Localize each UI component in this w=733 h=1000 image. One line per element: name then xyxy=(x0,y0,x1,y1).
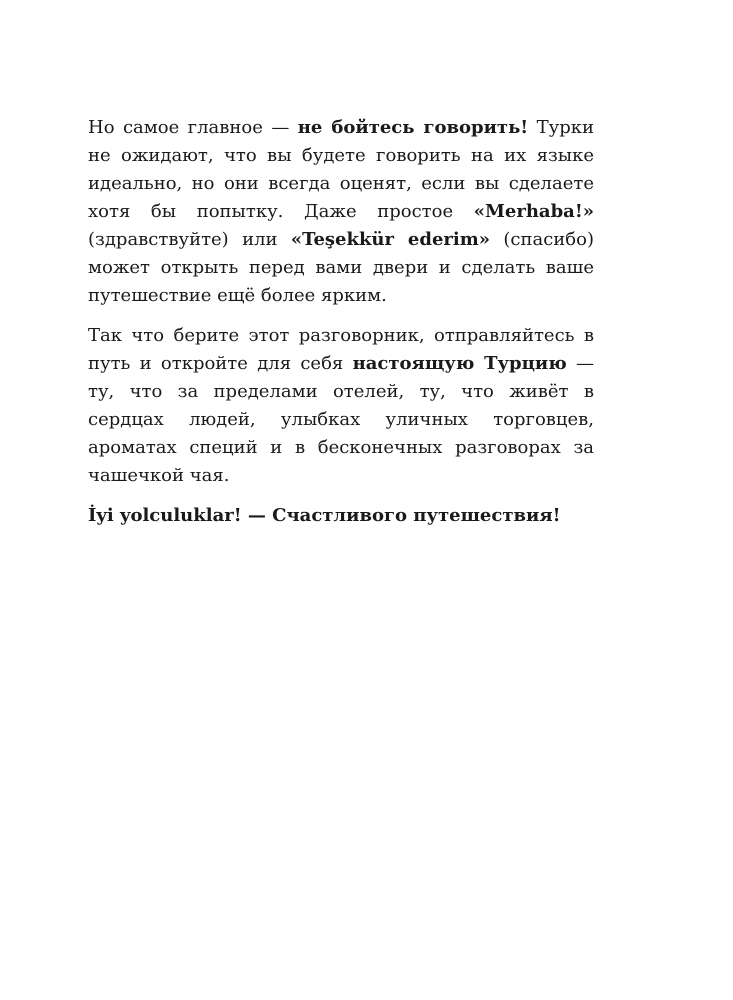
emphasis-real-turkey: настоящую Турцию xyxy=(352,353,567,374)
phrase-tesekkur-ederim: «Teşekkür ederim» xyxy=(290,229,491,250)
emphasis-dont-be-afraid: не бойтесь говорить! xyxy=(297,117,529,138)
paragraph-advice-text-3: (здравствуйте) или xyxy=(88,229,291,250)
body-text xyxy=(88,114,594,530)
paragraph-invitation xyxy=(88,322,594,490)
paragraph-advice-text-1: Но самое главное — xyxy=(88,117,298,138)
paragraph-invitation-text-1: Так что берите этот разговорник, отправляйтесь в путь и откройте для себя xyxy=(88,325,594,374)
paragraph-advice xyxy=(88,114,594,310)
paragraph-invitation-text-2: — ту, что за пределами отелей, ту, что живёт в сердцах людей, улыбках уличных торговцев, ароматах специй и в бесконечных разговорах за чашечкой чая. xyxy=(88,353,594,486)
closing-line: İyi yolculuklar! — Счастливого путешествия! xyxy=(88,505,561,526)
paragraph-advice-text-2: Турки не ожидают, что вы будете говорить на их языке идеально, но они всегда оценят, если вы сделаете хотя бы попытку. Даже простое xyxy=(88,117,595,222)
phrase-merhaba: «Merhaba!» xyxy=(473,201,594,222)
paragraph-advice-text-4: (спасибо) может открыть перед вами двери и сделать ваше путешествие ещё более ярким. xyxy=(88,229,595,306)
